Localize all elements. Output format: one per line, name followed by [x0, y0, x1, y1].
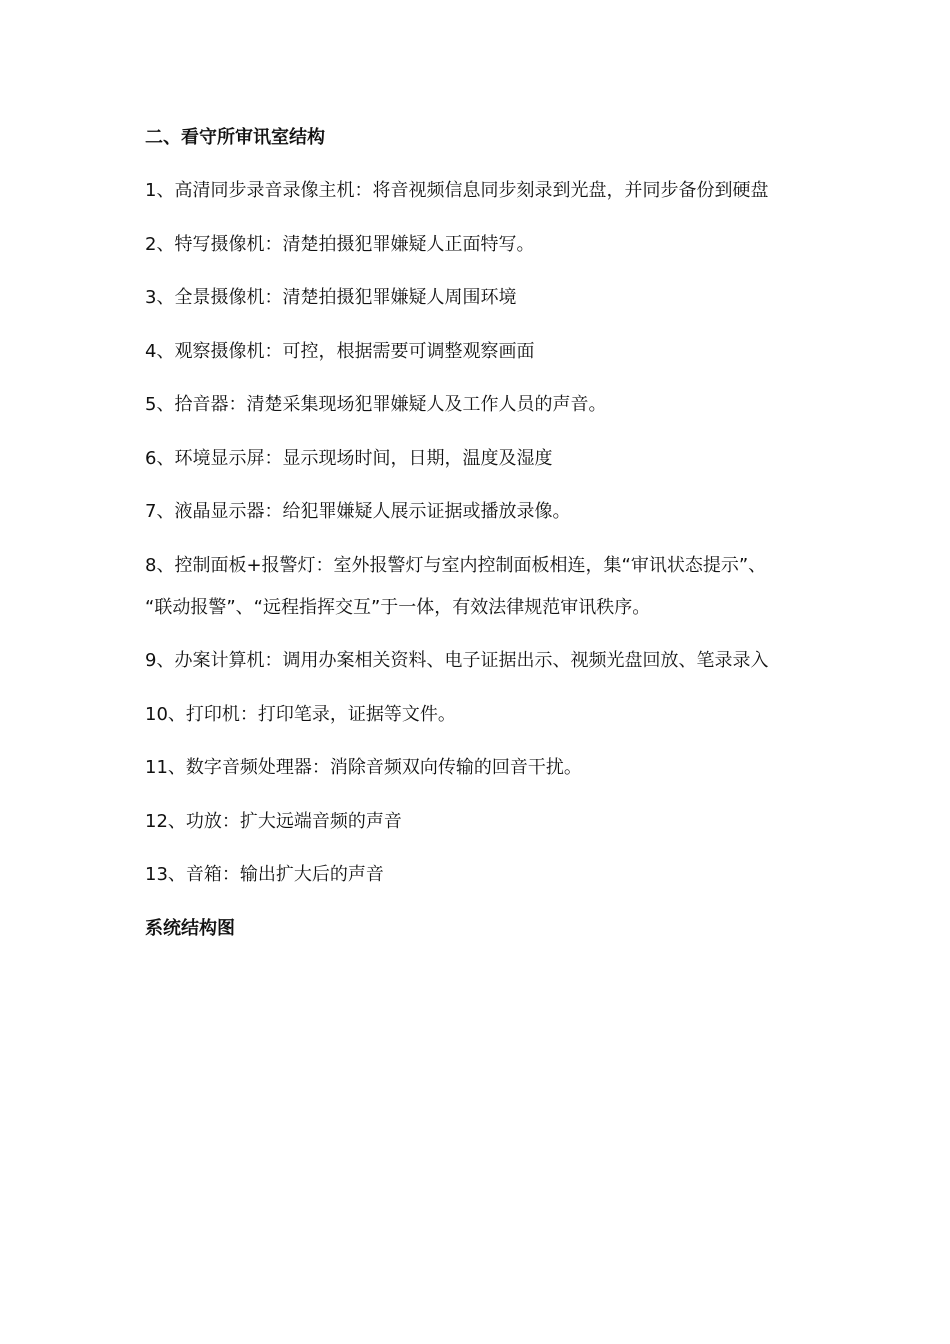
list-item-9: 9、办案计算机：调用办案相关资料、电子证据出示、视频光盘回放、笔录录入	[145, 650, 769, 671]
list-item-5: 5、拾音器：清楚采集现场犯罪嫌疑人及工作人员的声音。	[145, 394, 607, 415]
list-item-6: 6、环境显示屏：显示现场时间，日期，温度及湿度	[145, 447, 553, 469]
list-item-3: 3、全景摄像机：清楚拍摄犯罪嫌疑人周围环境	[145, 287, 517, 308]
section-title: 二、看守所审讯室结构	[145, 127, 325, 148]
list-item-7: 7、液晶显示器：给犯罪嫌疑人展示证据或播放录像。	[145, 501, 571, 522]
list-item-13: 13、音箱：输出扩大后的声音	[145, 864, 384, 885]
list-item-2: 2、特写摄像机：清楚拍摄犯罪嫌疑人正面特写。	[145, 233, 535, 255]
document-body	[145, 124, 835, 942]
list-item-4: 4、观察摄像机：可控，根据需要可调整观察画面	[145, 340, 535, 362]
list-item-8-line-1: 8、控制面板+报警灯：室外报警灯与室内控制面板相连，集“审讯状态提示”、	[145, 554, 767, 576]
diagram-heading: 系统结构图	[145, 917, 235, 939]
list-item-12: 12、功放：扩大远端音频的声音	[145, 810, 402, 832]
list-item-11: 11、数字音频处理器：消除音频双向传输的回音干扰。	[145, 757, 582, 778]
list-item-10: 10、打印机：打印笔录，证据等文件。	[145, 703, 456, 725]
list-item-8-line-2: “联动报警”、“远程指挥交互”于一体，有效法律规范审讯秩序。	[145, 596, 651, 618]
list-item-8	[145, 545, 835, 629]
list-item-1: 1、高清同步录音录像主机：将音视频信息同步刻录到光盘，并同步备份到硬盘	[145, 180, 769, 201]
